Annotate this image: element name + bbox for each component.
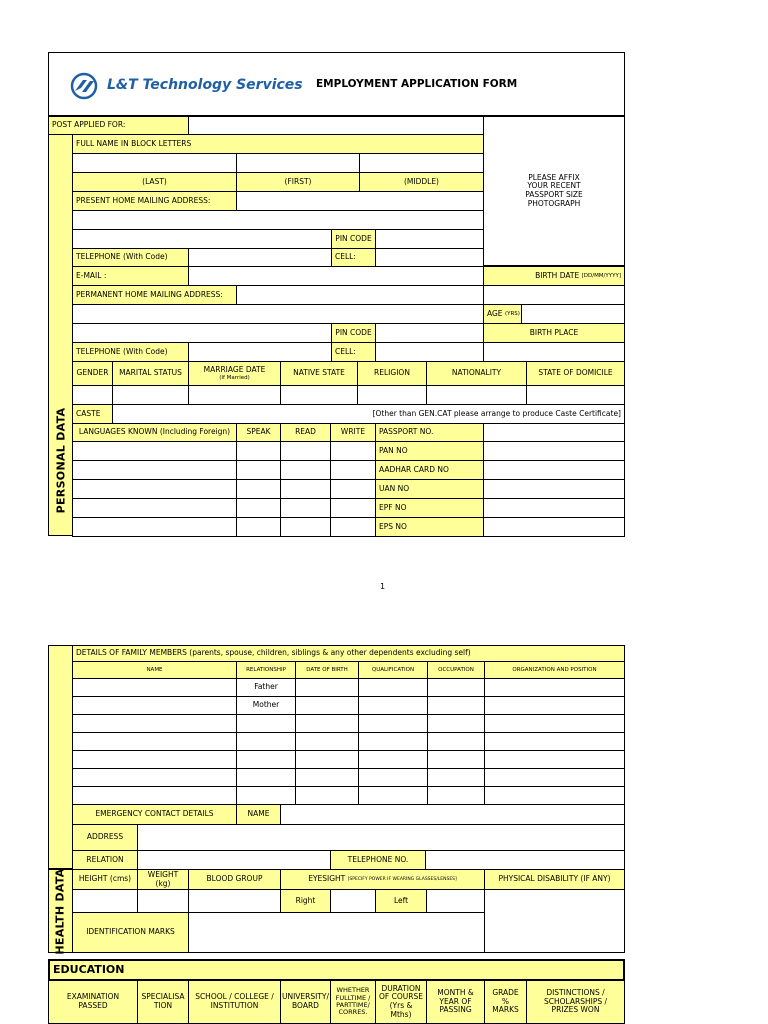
religion-field[interactable] — [357, 385, 427, 405]
first-name-field[interactable] — [236, 153, 360, 173]
blood-group-field[interactable] — [188, 889, 281, 913]
present-address-field-3[interactable] — [72, 229, 332, 249]
fam-qual-cell[interactable] — [358, 750, 428, 769]
fam-occ-cell[interactable] — [427, 732, 485, 751]
cell-label: CELL: — [331, 248, 376, 267]
marital-status-label: MARITAL STATUS — [112, 361, 189, 386]
fam-qual-cell[interactable] — [358, 732, 428, 751]
read-field[interactable] — [280, 479, 331, 499]
weight-field[interactable] — [137, 889, 189, 913]
edu-col-institution: SCHOOL / COLLEGE / INSTITUTION — [188, 980, 281, 1024]
language-field[interactable] — [72, 441, 237, 461]
photo-placeholder[interactable]: PLEASE AFFIX YOUR RECENT PASSPORT SIZE PHOTOGRAPH — [483, 116, 625, 266]
read-field[interactable] — [280, 441, 331, 461]
fam-dob-cell[interactable] — [295, 732, 359, 751]
language-field[interactable] — [72, 479, 237, 499]
age-label: AGE (YRS) — [483, 304, 522, 324]
id-marks-field[interactable] — [188, 912, 485, 953]
telephone-no-field[interactable] — [425, 850, 625, 870]
aadhar-label: AADHAR CARD NO — [375, 460, 484, 480]
present-address-label: PRESENT HOME MAILING ADDRESS: — [72, 191, 237, 211]
fam-name-cell[interactable] — [72, 696, 237, 715]
fam-dob-header: DATE OF BIRTH — [295, 661, 359, 679]
passport-label: PASSPORT NO. — [375, 423, 484, 442]
pin-code-label: PIN CODE — [331, 229, 376, 249]
telephone-label: TELEPHONE (With Code) — [72, 248, 189, 267]
fam-qual-cell[interactable] — [358, 696, 428, 715]
disability-label: PHYSICAL DISABILITY (IF ANY) — [484, 869, 625, 890]
fam-relationship-cell[interactable] — [236, 750, 296, 769]
birth-place-field[interactable] — [483, 342, 625, 362]
speak-field[interactable] — [236, 517, 281, 537]
email-label: E-MAIL : — [72, 266, 189, 286]
fam-name-cell[interactable] — [72, 714, 237, 733]
fam-dob-cell[interactable] — [295, 786, 359, 805]
email-field[interactable] — [188, 266, 484, 286]
gender-field[interactable] — [72, 385, 113, 405]
left-eye-label: Left — [375, 889, 427, 913]
fam-org-cell[interactable] — [484, 750, 625, 769]
form-header — [48, 52, 625, 116]
permanent-address-field-3[interactable] — [72, 323, 332, 343]
telephone-no-label: TELEPHONE NO. — [330, 850, 426, 870]
address-label: ADDRESS — [72, 824, 138, 851]
speak-field[interactable] — [236, 441, 281, 461]
fam-relationship-cell[interactable] — [236, 786, 296, 805]
language-field[interactable] — [72, 517, 237, 537]
left-eye-field[interactable] — [426, 889, 485, 913]
fam-relationship-cell[interactable] — [236, 768, 296, 787]
page-number: 1 — [380, 582, 386, 591]
pin-code-label-2: PIN CODE — [331, 323, 376, 343]
education-heading: EDUCATION — [48, 959, 625, 981]
fam-name-cell[interactable] — [72, 732, 237, 751]
write-field[interactable] — [330, 517, 376, 537]
height-field[interactable] — [72, 889, 138, 913]
edu-col-grade: GRADE % MARKS — [484, 980, 527, 1024]
fam-org-cell[interactable] — [484, 732, 625, 751]
fam-qual-cell[interactable] — [358, 714, 428, 733]
fam-occ-cell[interactable] — [427, 696, 485, 715]
nationality-field[interactable] — [426, 385, 527, 405]
cell-label-2: CELL: — [331, 342, 376, 362]
fam-relationship-cell[interactable] — [236, 732, 296, 751]
post-applied-label: POST APPLIED FOR: — [48, 116, 189, 135]
gender-label: GENDER — [72, 361, 113, 386]
marriage-date-label: MARRIAGE DATE (If Married) — [188, 361, 281, 386]
birth-date-field[interactable] — [483, 285, 625, 305]
domicile-field[interactable] — [526, 385, 625, 405]
fam-occ-cell[interactable] — [427, 786, 485, 805]
last-name-field[interactable] — [72, 153, 237, 173]
pin-code-field[interactable] — [375, 229, 484, 249]
right-eye-label: Right — [280, 889, 331, 913]
age-field[interactable] — [521, 304, 625, 324]
fam-relationship-cell[interactable] — [236, 714, 296, 733]
write-field[interactable] — [330, 441, 376, 461]
eyesight-label: EYESIGHT [SPECIFY POWER IF WEARING GLASSES/LENSES] — [280, 869, 485, 890]
caste-note: [Other than GEN.CAT please arrange to produce Caste Certificate] — [372, 408, 621, 418]
edu-col-university: UNIVERSITY/ BOARD — [280, 980, 331, 1024]
caste-label: CASTE — [72, 404, 113, 424]
aadhar-field[interactable] — [483, 460, 625, 480]
height-label: HEIGHT (cms) — [72, 869, 138, 890]
fam-organization-header: ORGANIZATION AND POSITION — [484, 661, 625, 679]
fam-relationship-header: RELATIONSHIP — [236, 661, 296, 679]
read-field[interactable] — [280, 460, 331, 480]
fam-name-cell[interactable] — [72, 678, 237, 697]
middle-name-field[interactable] — [359, 153, 484, 173]
languages-label: LANGUAGES KNOWN (Including Foreign) — [72, 423, 237, 442]
telephone-label-2: TELEPHONE (With Code) — [72, 342, 189, 362]
write-field[interactable] — [330, 460, 376, 480]
family-title: DETAILS OF FAMILY MEMBERS (parents, spouse, children, siblings & any other dependents excluding self) — [72, 645, 625, 662]
fam-dob-cell[interactable] — [295, 768, 359, 787]
pan-field[interactable] — [483, 441, 625, 461]
edu-col-mode: WHETHER FULLTIME / PARTTIME/ CORRES. — [330, 980, 376, 1024]
speak-field[interactable] — [236, 479, 281, 499]
permanent-address-label: PERMANENT HOME MAILING ADDRESS: — [72, 285, 237, 305]
edu-col-duration: DURATION OF COURSE (Yrs & Mths) — [375, 980, 427, 1024]
fam-qual-cell[interactable] — [358, 678, 428, 697]
caste-field[interactable] — [112, 404, 625, 424]
relation-label: RELATION — [72, 850, 138, 870]
cell-field-2[interactable] — [375, 342, 484, 362]
edu-col-distinctions: DISTINCTIONS / SCHOLARSHIPS / PRIZES WON — [526, 980, 625, 1024]
fam-name-header: NAME — [72, 661, 237, 679]
permanent-address-field-2[interactable] — [72, 304, 484, 324]
native-state-label: NATIVE STATE — [280, 361, 358, 386]
id-marks-label: IDENTIFICATION MARKS — [72, 912, 189, 953]
eps-label: EPS NO — [375, 517, 484, 537]
fam-qualification-header: QUALIFICATION — [358, 661, 428, 679]
fam-org-cell[interactable] — [484, 786, 625, 805]
health-data-label: HEALTH DATA — [54, 867, 67, 955]
write-label: WRITE — [330, 423, 376, 442]
telephone-field[interactable] — [188, 248, 332, 267]
full-name-label: FULL NAME IN BLOCK LETTERS — [72, 134, 484, 154]
speak-label: SPEAK — [236, 423, 281, 442]
right-eye-field[interactable] — [330, 889, 376, 913]
lt-logo-icon — [69, 71, 99, 104]
edu-col-specialisation: SPECIALISATION — [137, 980, 189, 1024]
fam-dob-cell[interactable] — [295, 696, 359, 715]
fam-name-cell[interactable] — [72, 750, 237, 769]
fam-relationship-cell: Father — [236, 678, 296, 697]
present-address-field-1[interactable] — [236, 191, 484, 211]
native-state-field[interactable] — [280, 385, 358, 405]
fam-qual-cell[interactable] — [358, 786, 428, 805]
family-sidebar — [48, 645, 73, 869]
fam-name-cell[interactable] — [72, 768, 237, 787]
company-name: L&T Technology Services — [107, 77, 303, 93]
telephone-field-2[interactable] — [188, 342, 332, 362]
fam-dob-cell[interactable] — [295, 714, 359, 733]
emergency-name-field[interactable] — [280, 804, 625, 825]
birth-date-label: BIRTH DATE [DD/MM/YYYY] — [483, 266, 625, 286]
epf-field[interactable] — [483, 498, 625, 518]
epf-label: EPF NO — [375, 498, 484, 518]
speak-field[interactable] — [236, 498, 281, 518]
edu-col-exam: EXAMINATION PASSED — [48, 980, 138, 1024]
eps-field[interactable] — [483, 517, 625, 537]
personal-data-label: PERSONAL DATA — [54, 407, 68, 513]
last-label: (LAST) — [72, 172, 237, 192]
uan-label: UAN NO — [375, 479, 484, 499]
religion-label: RELIGION — [357, 361, 427, 386]
uan-field[interactable] — [483, 479, 625, 499]
weight-label: WEIGHT (kg) — [137, 869, 189, 890]
cell-field[interactable] — [375, 248, 484, 267]
fam-org-cell[interactable] — [484, 678, 625, 697]
write-field[interactable] — [330, 479, 376, 499]
language-field[interactable] — [72, 460, 237, 480]
form-title: EMPLOYMENT APPLICATION FORM — [316, 78, 518, 90]
write-field[interactable] — [330, 498, 376, 518]
pan-label: PAN NO — [375, 441, 484, 461]
disability-field[interactable] — [484, 889, 625, 953]
fam-relationship-cell: Mother — [236, 696, 296, 715]
fam-org-cell[interactable] — [484, 768, 625, 787]
domicile-label: STATE OF DOMICILE — [526, 361, 625, 386]
speak-field[interactable] — [236, 460, 281, 480]
fam-occ-cell[interactable] — [427, 714, 485, 733]
fam-occ-cell[interactable] — [427, 768, 485, 787]
language-field[interactable] — [72, 498, 237, 518]
fam-dob-cell[interactable] — [295, 750, 359, 769]
birth-place-label: BIRTH PLACE — [483, 323, 625, 343]
emergency-name-label: NAME — [236, 804, 281, 825]
blood-group-label: BLOOD GROUP — [188, 869, 281, 890]
first-label: (FIRST) — [236, 172, 360, 192]
fam-org-cell[interactable] — [484, 714, 625, 733]
edu-col-passing: MONTH & YEAR OF PASSING — [426, 980, 485, 1024]
fam-qual-cell[interactable] — [358, 768, 428, 787]
address-field[interactable] — [137, 824, 625, 851]
read-field[interactable] — [280, 498, 331, 518]
pin-code-field-2[interactable] — [375, 323, 484, 343]
fam-dob-cell[interactable] — [295, 678, 359, 697]
fam-occ-cell[interactable] — [427, 678, 485, 697]
nationality-label: NATIONALITY — [426, 361, 527, 386]
marital-status-field[interactable] — [112, 385, 189, 405]
read-label: READ — [280, 423, 331, 442]
fam-occupation-header: OCCUPATION — [427, 661, 485, 679]
emergency-label: EMERGENCY CONTACT DETAILS — [72, 804, 237, 825]
present-address-field-2[interactable] — [72, 210, 484, 230]
fam-name-cell[interactable] — [72, 786, 237, 805]
fam-org-cell[interactable] — [484, 696, 625, 715]
marriage-date-field[interactable] — [188, 385, 281, 405]
passport-field[interactable] — [483, 423, 625, 442]
read-field[interactable] — [280, 517, 331, 537]
relation-field[interactable] — [137, 850, 331, 870]
fam-occ-cell[interactable] — [427, 750, 485, 769]
middle-label: (MIDDLE) — [359, 172, 484, 192]
post-applied-field[interactable] — [188, 116, 484, 135]
permanent-address-field-1[interactable] — [236, 285, 484, 305]
